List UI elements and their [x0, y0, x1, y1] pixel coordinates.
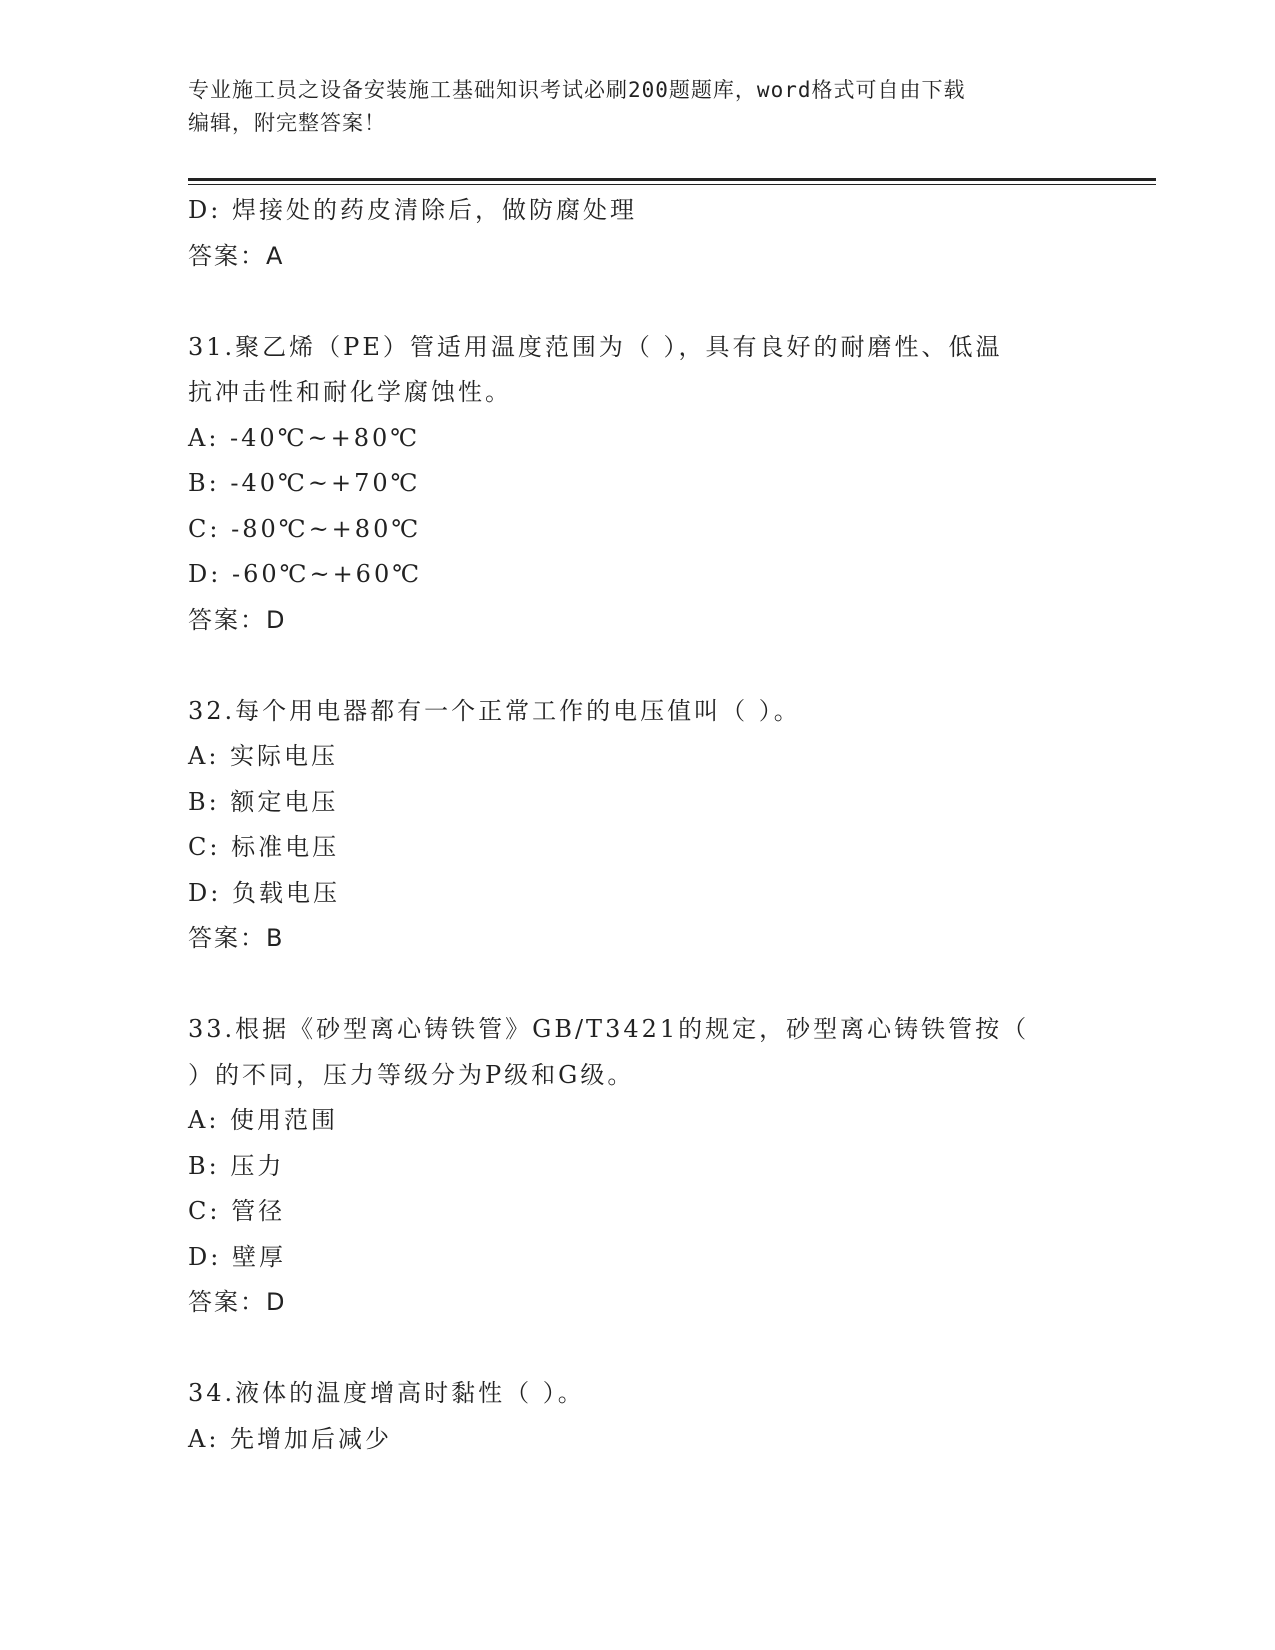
- document-header: [188, 74, 1068, 140]
- question-stem-continued: ）的不同，压力等级分为P级和G级。: [188, 1060, 635, 1089]
- header-divider-thin: [188, 184, 1156, 185]
- option-a: A: 实际电压: [188, 742, 339, 770]
- option-b: B: 额定电压: [188, 787, 339, 816]
- question-34: [188, 1371, 1088, 1462]
- option-d: D: -60℃~+60℃: [188, 560, 423, 588]
- option-d: D: 负载电压: [188, 878, 340, 907]
- option-c: C: -80℃~+80℃: [188, 514, 422, 543]
- option-b: B: -40℃~+70℃: [188, 469, 421, 497]
- question-stem: 33.根据《砂型离心铸铁管》GB/T3421的规定，砂型离心铸铁管按（: [188, 1015, 1030, 1043]
- option-a: A: 先增加后减少: [188, 1424, 393, 1453]
- header-title-line-1: 专业施工员之设备安装施工基础知识考试必刷200题题库，word格式可自由下载: [188, 78, 966, 102]
- answer-continued: 答案：A: [188, 241, 285, 270]
- option-b: B: 压力: [188, 1151, 285, 1180]
- option-d-continued: D: 焊接处的药皮清除后，做防腐处理: [188, 196, 637, 224]
- spacer: [188, 1326, 1088, 1372]
- spacer: [188, 962, 1088, 1008]
- answer: 答案：B: [188, 924, 285, 952]
- option-a: A: 使用范围: [188, 1106, 339, 1134]
- question-33: [188, 1007, 1088, 1326]
- option-c: C: 管径: [188, 1197, 286, 1225]
- spacer: [188, 643, 1088, 689]
- question-stem-continued: 抗冲击性和耐化学腐蚀性。: [188, 378, 512, 406]
- question-stem: 34.液体的温度增高时黏性（ ）。: [188, 1379, 585, 1407]
- option-d: D: 壁厚: [188, 1242, 286, 1271]
- answer: 答案：D: [188, 605, 287, 634]
- option-c: C: 标准电压: [188, 833, 340, 861]
- question-stem: 32.每个用电器都有一个正常工作的电压值叫（ ）。: [188, 696, 801, 725]
- answer: 答案：D: [188, 1288, 287, 1316]
- question-31: [188, 325, 1088, 644]
- header-divider-thick: [188, 178, 1156, 181]
- question-list: [188, 188, 1088, 1462]
- question-stem: 31.聚乙烯（PE）管适用温度范围为（ ），具有良好的耐磨性、低温: [188, 332, 1003, 361]
- header-title-line-2: 编辑，附完整答案！: [188, 111, 386, 135]
- spacer: [188, 279, 1088, 325]
- option-a: A: -40℃~+80℃: [188, 423, 421, 452]
- question-32: [188, 689, 1088, 962]
